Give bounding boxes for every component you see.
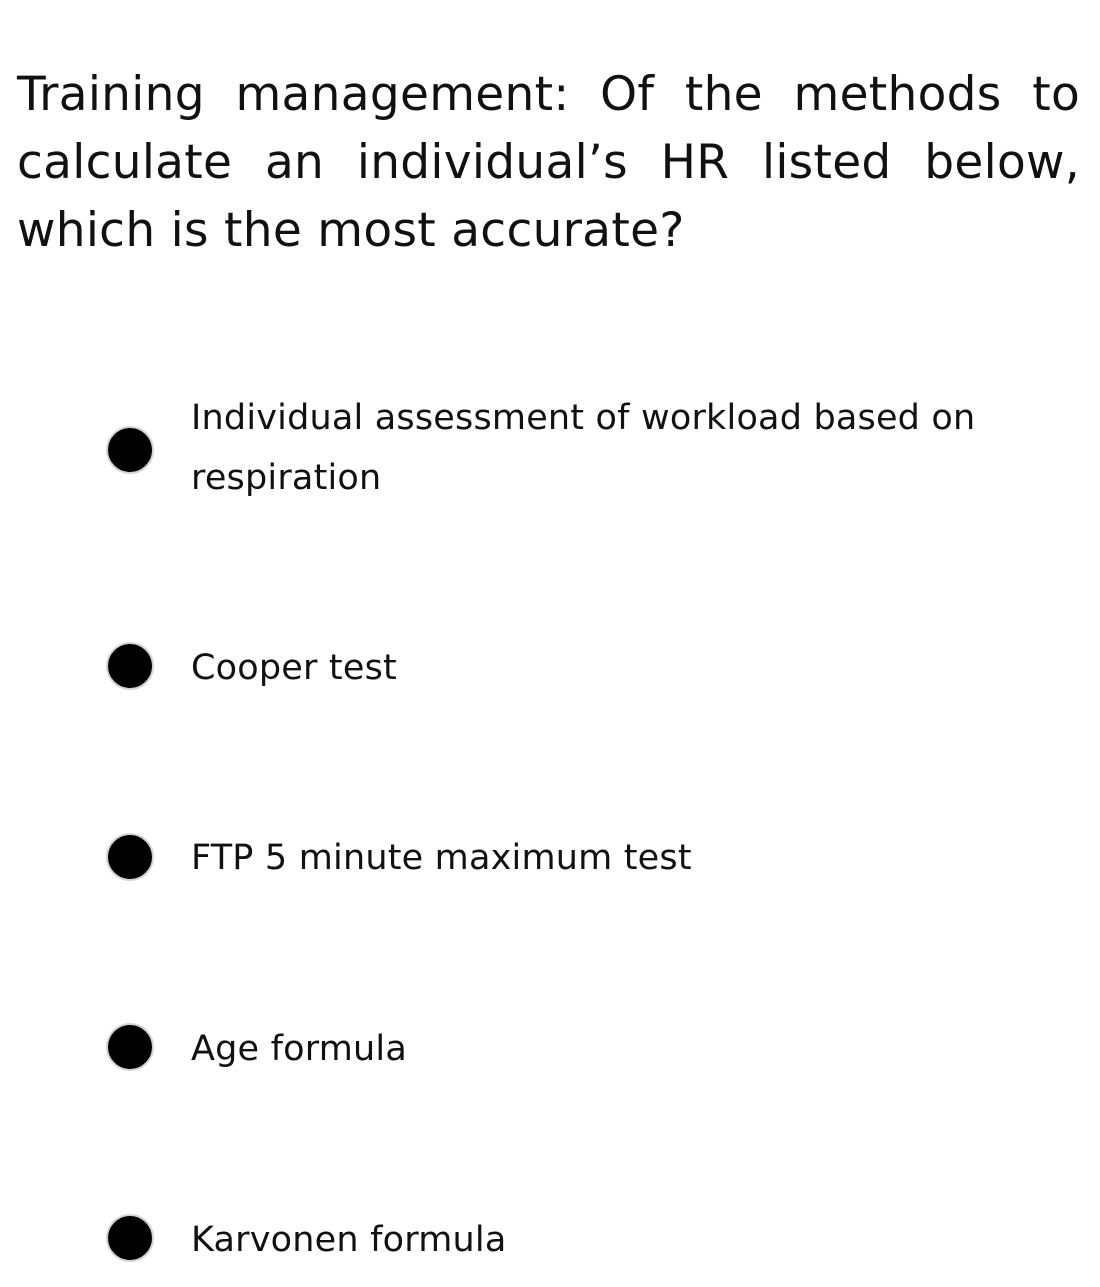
option-label: Cooper test — [191, 648, 397, 688]
option-label: Karvonen formula — [191, 1220, 507, 1260]
radio-button[interactable] — [106, 426, 154, 474]
option-label: FTP 5 minute maximum test — [191, 838, 692, 878]
option-label: Age formula — [191, 1029, 407, 1069]
radio-button[interactable] — [106, 1023, 154, 1071]
radio-button[interactable] — [106, 1214, 154, 1262]
radio-button[interactable] — [106, 833, 154, 881]
option-label: Individual assessment of workload based on respiration — [191, 398, 976, 498]
question-text: Training management: Of the methods to calculate an individual’s HR listed below, which is the most accurate? — [17, 67, 1080, 258]
radio-button[interactable] — [106, 642, 154, 690]
